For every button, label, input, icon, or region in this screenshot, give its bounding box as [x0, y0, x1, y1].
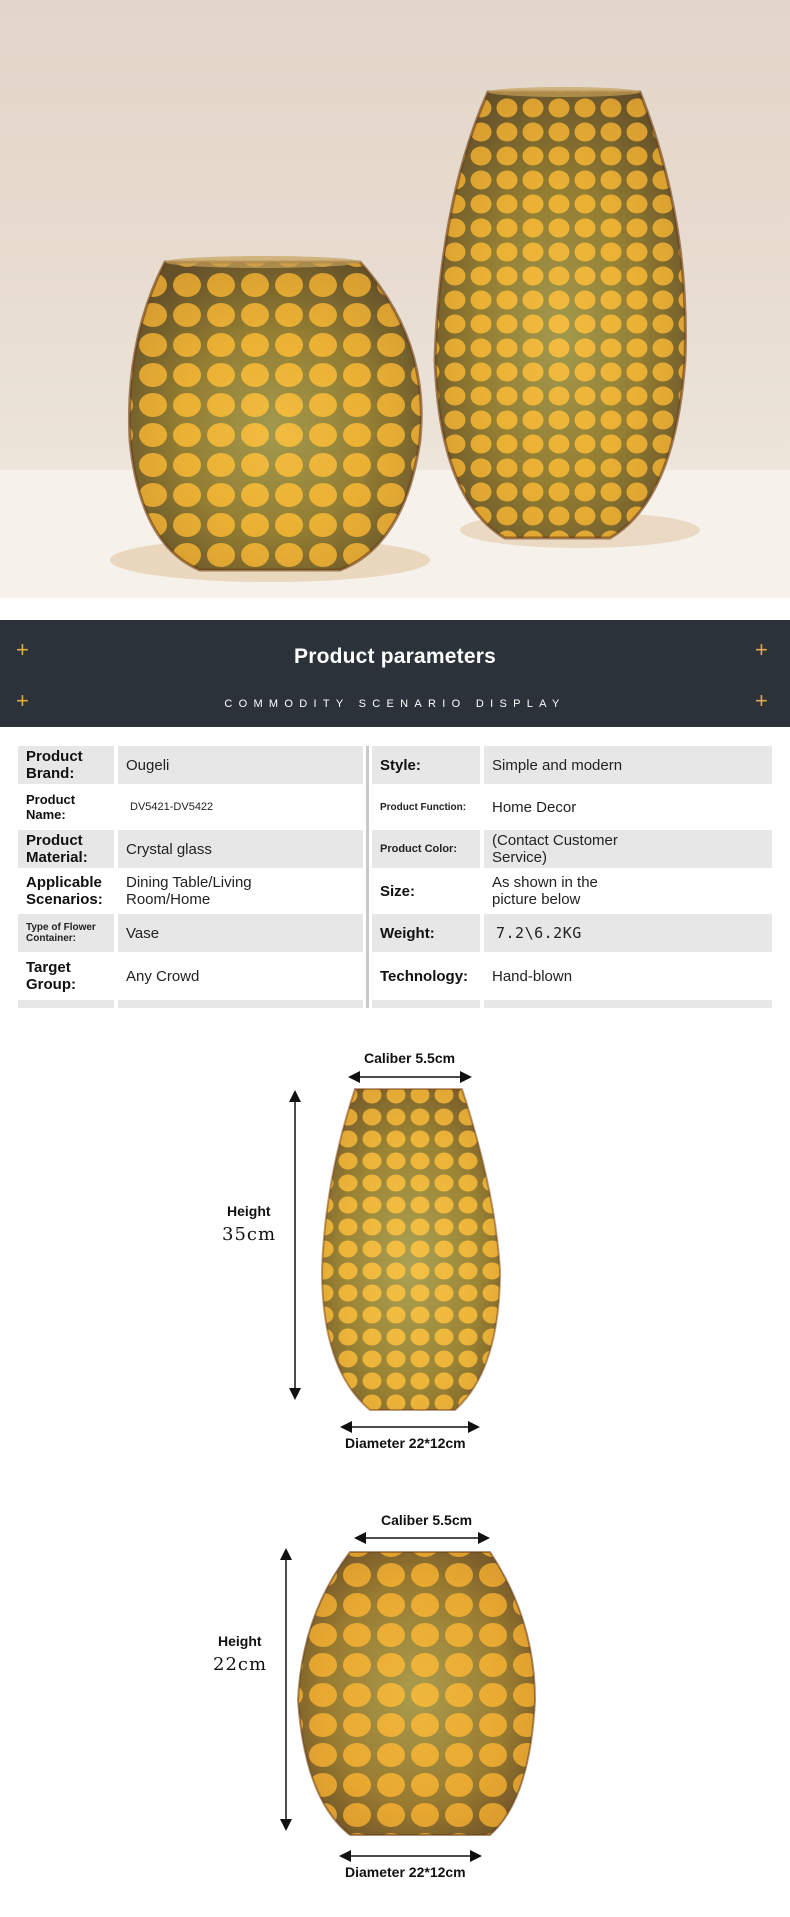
- round-vase-photo: [129, 256, 421, 570]
- table-footer-strip: [18, 1000, 114, 1008]
- hero-product-photo: [0, 0, 790, 598]
- round-vase-height-value: 22cm: [213, 1654, 268, 1675]
- param-value-color: (Contact Customer Service): [484, 830, 772, 868]
- param-value-weight: 7.2\6.2KG: [484, 914, 772, 952]
- param-value-container-type: Vase: [118, 914, 363, 952]
- tall-vase-height-label: Height: [227, 1203, 271, 1219]
- param-value-name: DV5421-DV5422: [130, 800, 214, 813]
- param-value-style: Simple and modern: [484, 746, 772, 784]
- round-vase-caliber-label: Caliber 5.5cm: [381, 1512, 473, 1528]
- param-value-function: Home Decor: [492, 798, 577, 816]
- param-value-scenarios: Dining Table/Living Room/Home: [126, 874, 252, 908]
- banner-title: Product parameters: [293, 645, 496, 668]
- plus-decoration-bottom-left: +: [16, 688, 29, 713]
- param-label-name: Product Name:: [26, 792, 76, 822]
- param-label-function: Product Function:: [380, 801, 467, 813]
- param-value-target-group: Any Crowd: [126, 967, 200, 985]
- param-label-color: Product Color:: [372, 830, 480, 868]
- table-footer-strip: [484, 1000, 772, 1008]
- param-label-container-type: Type of Flower Container:: [18, 914, 114, 952]
- product-parameters-banner: [0, 620, 790, 727]
- param-value-material: Crystal glass: [118, 830, 363, 868]
- table-footer-strip: [372, 1000, 480, 1008]
- tall-vase-diameter-label: Diameter 22*12cm: [345, 1435, 466, 1451]
- product-parameter-table: [18, 746, 772, 1008]
- tall-vase-height-value: 35cm: [222, 1224, 277, 1245]
- round-vase-dimension-figure: [0, 1500, 790, 1900]
- param-value-technology: Hand-blown: [492, 967, 573, 985]
- param-label-technology: Technology:: [380, 967, 469, 985]
- banner-subtitle: COMMODITY SCENARIO DISPLAY: [224, 698, 566, 710]
- param-label-size: Size:: [380, 882, 416, 900]
- round-vase-diagram: [0, 1500, 790, 1900]
- param-label-target-group: Target Group:: [26, 959, 76, 993]
- round-vase-height-label: Height: [218, 1633, 262, 1649]
- tall-vase-caliber-label: Caliber 5.5cm: [364, 1050, 456, 1066]
- plus-decoration-bottom-right: +: [755, 688, 768, 713]
- plus-decoration-top-left: +: [16, 637, 29, 662]
- hero-vases-illustration: [0, 0, 790, 598]
- table-column-divider: [366, 746, 369, 1008]
- param-label-style: Style:: [372, 746, 480, 784]
- param-value-size: As shown in the picture below: [492, 874, 598, 908]
- param-label-material: Product Material:: [18, 830, 114, 868]
- tall-vase-dimension-figure: [0, 1040, 790, 1460]
- tall-vase-photo: [435, 87, 685, 538]
- table-footer-strip: [118, 1000, 363, 1008]
- param-value-brand: Ougeli: [118, 746, 363, 784]
- param-label-scenarios: Applicable Scenarios:: [26, 874, 103, 908]
- param-label-weight: Weight:: [372, 914, 480, 952]
- round-vase-diameter-label: Diameter 22*12cm: [345, 1864, 466, 1880]
- tall-vase-diagram: [0, 1040, 790, 1460]
- plus-decoration-top-right: +: [755, 637, 768, 662]
- param-label-brand: Product Brand:: [18, 746, 114, 784]
